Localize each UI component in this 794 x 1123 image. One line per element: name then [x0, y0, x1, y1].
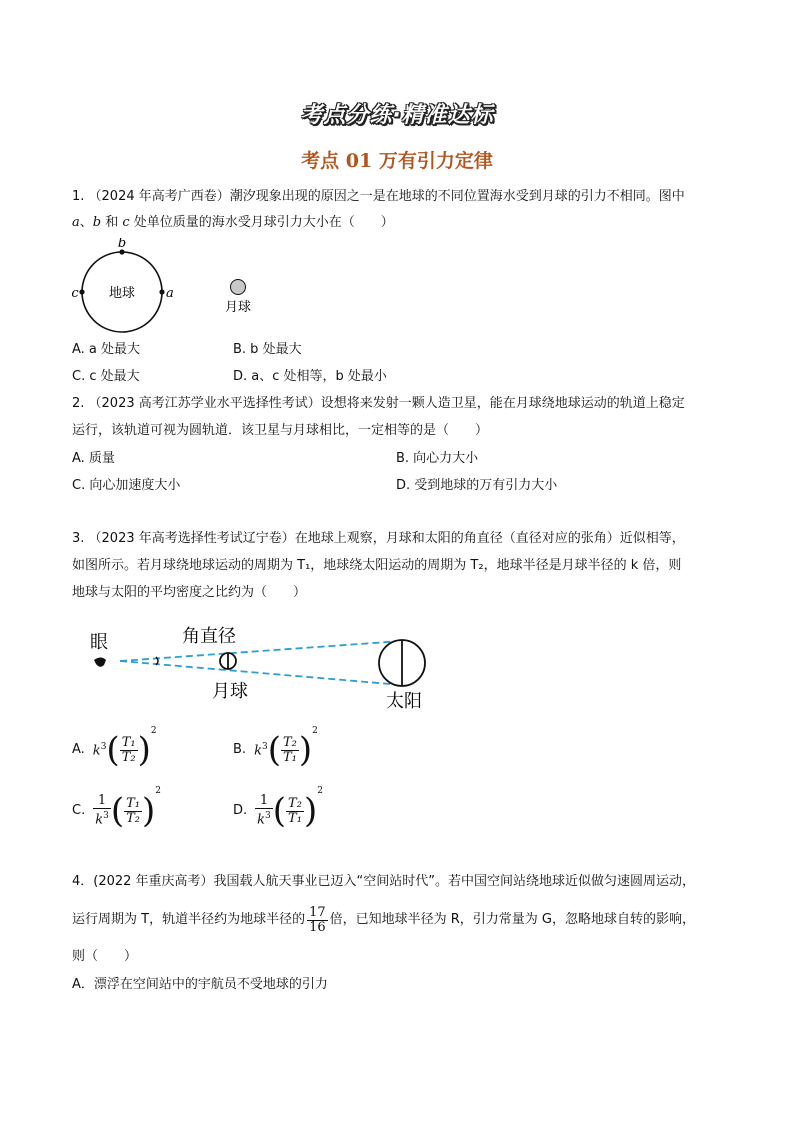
q1-stem-rest: 处单位质量的海水受月球引力大小在（ ）: [129, 215, 394, 230]
square-exp: 2: [155, 786, 161, 796]
upper-sight-line: [120, 641, 402, 661]
q4-stem-line2-part2: 倍，已知地球半径为 R，引力常量为 G，忽略地球自转的影响，: [329, 912, 695, 927]
left-paren: (: [272, 791, 287, 831]
right-paren: ): [303, 791, 318, 831]
q4-stem-line2-part1: 运行周期为 T，轨道半径约为地球半径的: [72, 912, 306, 927]
eye-icon: [94, 658, 106, 667]
page-title: 考点 01 万有引力定律: [301, 150, 493, 172]
left-paren: (: [110, 791, 125, 831]
one-over-k-cubed: $\frac{1}{k^3}$: [257, 793, 271, 828]
t2-over-t1: $\frac{\text{T₂}}{\text{T₁}}$: [282, 734, 297, 765]
t2-over-t1: $\frac{\text{T₂}}{\text{T₁}}$: [288, 795, 302, 826]
square-exp: 2: [312, 726, 318, 736]
eye-label: 眼: [90, 632, 108, 653]
q3-option-b[interactable]: [233, 724, 318, 776]
q1-stem-line1: 1. （2024 年高考广西卷）潮汐现象出现的原因之一是在地球的不同位置海水受到月球的引力不相同。图中: [72, 189, 685, 204]
left-paren: (: [106, 730, 120, 770]
q2-stem-line2: 运行，该轨道可视为圆轨道．该卫星与月球相比，一定相等的是（ ）: [72, 423, 489, 438]
q1-sep: 、: [79, 215, 93, 230]
q1-and: 和: [101, 215, 123, 230]
sun-label: 太阳: [386, 691, 422, 712]
seventeen-sixteenths: $\frac{17}{16}$: [309, 904, 326, 935]
q1-option-b[interactable]: B. b 处最大: [233, 342, 302, 357]
label-c: c: [71, 286, 79, 301]
option-letter: C.: [72, 803, 86, 818]
option-letter: A.: [72, 742, 85, 757]
angle-label: 角直径: [182, 626, 236, 647]
q4-stem-line2: [72, 900, 695, 940]
moon-circle: [231, 280, 246, 295]
q3-option-d[interactable]: [233, 784, 323, 838]
q1-var-b: b: [92, 215, 102, 230]
q1-stem-line2: [72, 214, 394, 232]
q2-option-b[interactable]: B. 向心力大小: [396, 451, 479, 466]
q1-earth-moon-figure: [60, 238, 280, 338]
option-letter: D.: [233, 803, 248, 818]
left-paren: (: [267, 730, 281, 770]
square-exp: 2: [317, 786, 323, 796]
right-paren: ): [298, 730, 313, 770]
q1-var-c: c: [122, 215, 130, 230]
angle-arc: [156, 657, 158, 665]
q3-option-c[interactable]: [72, 784, 161, 838]
k-cubed: $k^3$: [92, 741, 107, 759]
q3-stem-line3: 地球与太阳的平均密度之比约为（ ）: [72, 585, 307, 600]
q4-stem-line3: 则（ ）: [72, 949, 138, 964]
t1-over-t2: $\frac{\text{T₁}}{\text{T₂}}$: [126, 795, 140, 826]
right-paren: ): [142, 791, 156, 831]
q3-angular-diameter-figure: [84, 618, 444, 718]
q3-stem-line1: 3. （2023 年高考选择性考试辽宁卷）在地球上观察，月球和太阳的角直径（直径对应的张角）近似相等，: [72, 531, 685, 546]
q2-option-d[interactable]: D. 受到地球的万有引力大小: [396, 478, 558, 493]
moon-label: 月球: [212, 681, 248, 702]
point-c-dot: [79, 289, 84, 294]
earth-label: 地球: [108, 286, 136, 301]
lower-sight-line: [120, 661, 402, 685]
label-a: a: [166, 286, 174, 301]
t1-over-t2: $\frac{\text{T₁}}{\text{T₂}}$: [121, 734, 136, 765]
q2-option-c[interactable]: C. 向心加速度大小: [72, 478, 181, 493]
right-paren: ): [137, 730, 151, 770]
q1-var-a: a: [72, 215, 80, 230]
section-banner: 考点分练·精准达标: [300, 103, 494, 128]
q3-option-a[interactable]: [72, 724, 157, 776]
k-cubed: $k^3$: [254, 741, 268, 759]
q3-stem-line2: 如图所示。若月球绕地球运动的周期为 T₁，地球绕太阳运动的周期为 T₂，地球半径是月球半径的 k 倍，则: [72, 558, 682, 573]
one-over-k-cubed: $\frac{1}{k^3}$: [95, 793, 109, 828]
q1-option-d[interactable]: D. a、c 处相等，b 处最小: [233, 369, 387, 384]
q4-stem-line1: 4．(2022 年重庆高考）我国载人航天事业已迈入“空间站时代”。若中国空间站绕地球近似做匀速圆周运动，: [72, 874, 696, 889]
moon-label: 月球: [224, 300, 252, 315]
label-b: b: [117, 238, 127, 251]
q1-option-a[interactable]: A. a 处最大: [72, 342, 141, 357]
q4-option-a[interactable]: A．漂浮在空间站中的宇航员不受地球的引力: [72, 977, 328, 992]
option-letter: B.: [233, 742, 247, 757]
q2-stem-line1: 2. （2023 高考江苏学业水平选择性考试）设想将来发射一颗人造卫星，能在月球绕地球运动的轨道上稳定: [72, 396, 685, 411]
q1-option-c[interactable]: C. c 处最大: [72, 369, 140, 384]
q2-option-a[interactable]: A. 质量: [72, 451, 115, 466]
square-exp: 2: [150, 726, 157, 736]
point-a-dot: [159, 289, 164, 294]
